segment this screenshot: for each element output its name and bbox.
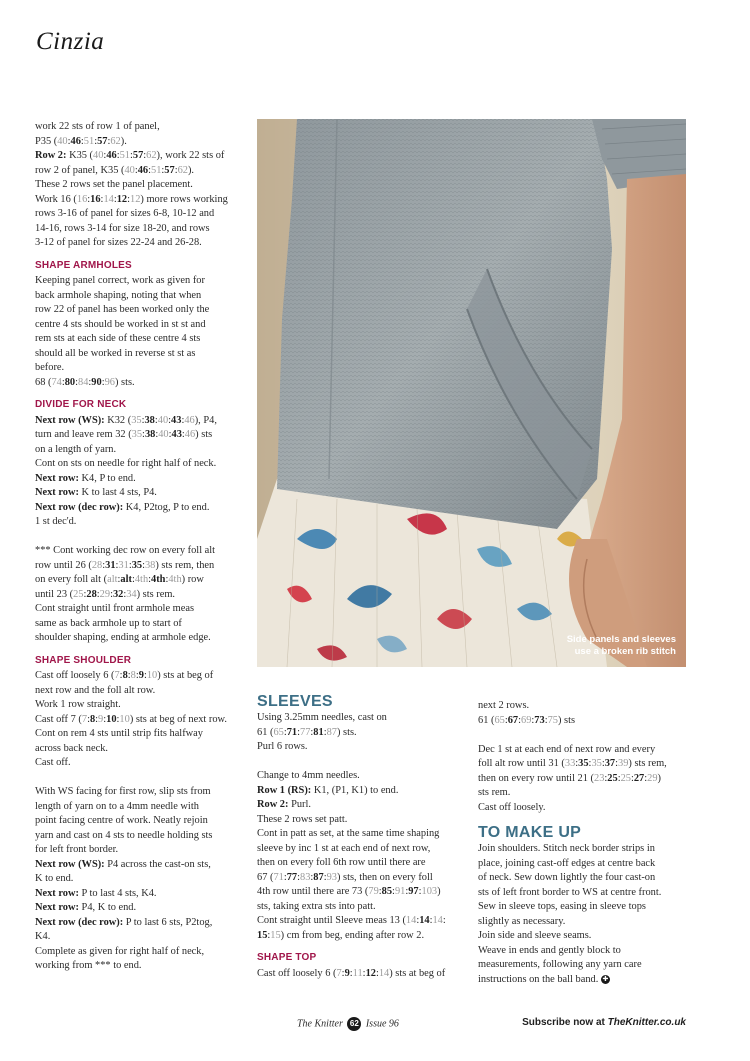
instruction-line: K to end. — [35, 873, 74, 884]
instruction-line: instructions on the ball band. ✚ — [478, 973, 609, 985]
instruction-line: foll alt row until 31 (33:35:35:37:39) sts rem, — [478, 758, 667, 769]
instruction-line: Complete as given for right half of neck, — [35, 945, 205, 957]
instruction-line: sts rem. — [478, 787, 511, 798]
instruction-line: Row 2: Purl. — [257, 799, 311, 810]
instruction-line: P35 (40:46:51:57:62). — [35, 135, 127, 147]
instruction-line: slightly as necessary. — [478, 915, 566, 927]
instruction-line: Next row (dec row): P to last 6 sts, P2tog, — [35, 916, 213, 928]
major-heading: SLEEVES — [257, 693, 333, 710]
instruction-line: 3-12 of panel for sizes 22-24 and 26-28. — [35, 237, 202, 248]
instruction-line: next row and the foll alt row. — [35, 684, 156, 696]
footer-issue — [297, 1017, 399, 1031]
instruction-line: Cast off loosely 6 (7:9:11:12:14) sts at beg of — [257, 967, 446, 979]
instruction-line: Work 1 row straight. — [35, 699, 121, 710]
garment-photo — [257, 119, 686, 667]
instruction-line: 4th row until there are 73 (79:85:91:97:103) — [257, 886, 441, 897]
instruction-line: 67 (71:77:83:87:93) sts, then on every foll — [257, 871, 433, 883]
instruction-line: Row 1 (RS): K1, (P1, K1) to end. — [257, 784, 399, 796]
instruction-line: Cont in patt as set, at the same time shaping — [257, 828, 440, 839]
instruction-line: Join shoulders. Stitch neck border strips in — [478, 843, 655, 854]
subscribe-link[interactable]: TheKnitter.co.uk — [607, 1017, 686, 1028]
instruction-line: sts, taking extra sts into patt. — [257, 900, 376, 912]
instruction-line: Next row: K4, P to end. — [35, 472, 136, 484]
instruction-line: Next row (WS): K32 (35:38:40:43:46), P4, — [35, 414, 217, 426]
instruction-line: These 2 rows set the panel placement. — [35, 179, 193, 190]
instruction-line: Work 16 (16:16:14:12:12) more rows working — [35, 193, 228, 205]
instruction-line: Purl 6 rows. — [257, 741, 308, 752]
instruction-line: next 2 rows. — [478, 700, 530, 711]
instruction-line: Cont straight until front armhole meas — [35, 603, 195, 614]
instruction-line: Join side and sleeve seams. — [478, 930, 592, 941]
instruction-line: centre 4 sts should be worked in st st and — [35, 318, 206, 330]
pattern-title: Cinzia — [36, 28, 105, 55]
subscribe-prefix: Subscribe now at — [522, 1017, 605, 1028]
instruction-line: 15:15) cm from beg, ending after row 2. — [257, 929, 425, 941]
instruction-line: then on every row until 21 (23:25:25:27:29) — [478, 772, 661, 784]
instruction-line: Dec 1 st at each end of next row and every — [478, 743, 656, 755]
instruction-line: Change to 4mm needles. — [257, 770, 360, 781]
column-3 — [478, 699, 690, 987]
instruction-line: place, joining cast-off edges at centre back — [478, 857, 656, 869]
instruction-line: turn and leave rem 32 (35:38:40:43:46) sts — [35, 429, 213, 440]
instruction-line: point facing centre of work. Neatly rejoin — [35, 815, 208, 826]
instruction-line: until 23 (25:28:29:32:34) sts rem. — [35, 588, 176, 600]
instruction-line: work 22 sts of row 1 of panel, — [35, 121, 160, 132]
instruction-line: Next row: P4, K to end. — [35, 902, 137, 913]
instruction-line: Cont on sts on needle for right half of neck. — [35, 458, 217, 469]
instruction-line: row until 26 (28:31:31:35:38) sts rem, then — [35, 559, 215, 571]
instruction-line: Next row: P to last 4 sts, K4. — [35, 887, 157, 899]
instruction-line: of neck. Sew down lightly the four cast-on — [478, 872, 656, 883]
instruction-line: on every foll alt (alt:alt:4th:4th:4th) row — [35, 574, 204, 585]
instruction-line: Weave in ends and gently block to — [478, 944, 621, 956]
instruction-line: Next row (WS): P4 across the cast-on sts, — [35, 858, 211, 870]
section-heading: SHAPE ARMHOLES — [35, 259, 132, 271]
instruction-line: Cast off. — [35, 757, 71, 768]
instruction-line: before. — [35, 362, 65, 373]
major-heading: TO MAKE UP — [478, 824, 582, 841]
instruction-line: These 2 rows set patt. — [257, 813, 348, 825]
instruction-line: Next row (dec row): K4, P2tog, P to end. — [35, 501, 210, 513]
paragraph-gap — [35, 771, 245, 786]
instruction-line: With WS facing for first row, slip sts from — [35, 786, 211, 797]
instruction-line: then on every foll 6th row until there are — [257, 857, 426, 868]
instruction-line: Next row: K to last 4 sts, P4. — [35, 487, 157, 498]
instruction-line: back armhole shaping, noting that when — [35, 289, 202, 301]
instruction-line: *** Cont working dec row on every foll alt — [35, 545, 216, 556]
instruction-line: Keeping panel correct, work as given for — [35, 275, 205, 286]
instruction-line: 14-16, rows 3-14 for size 18-20, and rows — [35, 222, 210, 234]
instruction-line: same as back armhole up to start of — [35, 617, 182, 629]
instruction-line: should all be worked in reverse st st as — [35, 347, 196, 359]
instruction-line: Using 3.25mm needles, cast on — [257, 712, 387, 723]
column-2 — [257, 692, 467, 981]
instruction-line: yarn and cast on 4 sts to needle holding sts — [35, 829, 213, 841]
instruction-line: sts of left front border to WS at centre front. — [478, 886, 662, 898]
instruction-line: across back neck. — [35, 742, 108, 754]
instruction-line: 1 st dec'd. — [35, 516, 77, 527]
instruction-line: Cont straight until Sleeve meas 13 (14:14:14: — [257, 915, 446, 926]
instruction-line: Cast off loosely 6 (7:8:8:9:10) sts at beg of — [35, 670, 214, 681]
instruction-line: Sew in sleeve tops, easing in sleeve tops — [478, 901, 646, 912]
photo-caption: Side panels and sleeves use a broken rib stitch — [566, 634, 676, 657]
instruction-line: sleeve by inc 1 st at each end of next row, — [257, 842, 431, 854]
instruction-line: working from *** to end. — [35, 960, 142, 971]
instruction-line: row 22 of panel has been worked only the — [35, 304, 210, 315]
instruction-line: row 2 of panel, K35 (40:46:51:57:62). — [35, 164, 195, 176]
knitted-top-photo — [257, 119, 686, 667]
page-number: 62 — [347, 1017, 361, 1031]
instruction-line: measurements, following any yarn care — [478, 959, 642, 970]
section-heading: DIVIDE FOR NECK — [35, 399, 127, 410]
paragraph-gap — [478, 728, 690, 743]
instruction-line: 68 (74:80:84:90:96) sts. — [35, 376, 135, 388]
instruction-line: for left front border. — [35, 844, 119, 855]
instruction-line: Row 2: K35 (40:46:51:57:62), work 22 sts of — [35, 150, 225, 161]
paragraph-gap — [35, 530, 245, 545]
instruction-line: Cast off 7 (7:8:9:10:10) sts at beg of next row. — [35, 713, 227, 725]
instruction-line: rem sts at each side of these centre 4 sts — [35, 333, 201, 344]
column-1 — [35, 120, 245, 974]
footer-subscribe — [522, 1017, 686, 1028]
section-heading: SHAPE TOP — [257, 952, 317, 963]
section-heading: SHAPE SHOULDER — [35, 654, 132, 666]
instruction-line: 61 (65:71:77:81:87) sts. — [257, 726, 357, 738]
instruction-line: Cont on rem 4 sts until strip fits halfway — [35, 728, 203, 739]
footer-magazine: The Knitter — [297, 1018, 343, 1030]
instruction-line: rows 3-16 of panel for sizes 6-8, 10-12 and — [35, 208, 215, 219]
paragraph-gap — [257, 755, 467, 770]
instruction-line: shoulder shaping, ending at armhole edge. — [35, 632, 211, 643]
instruction-line: Cast off loosely. — [478, 801, 546, 813]
footer-issue-number: Issue 96 — [365, 1018, 399, 1030]
instruction-line: on a length of yarn. — [35, 443, 117, 455]
instruction-line: length of yarn on to a 4mm needle with — [35, 800, 199, 812]
instruction-line: K4. — [35, 931, 51, 942]
instruction-line: 61 (65:67:69:73:75) sts — [478, 714, 576, 726]
